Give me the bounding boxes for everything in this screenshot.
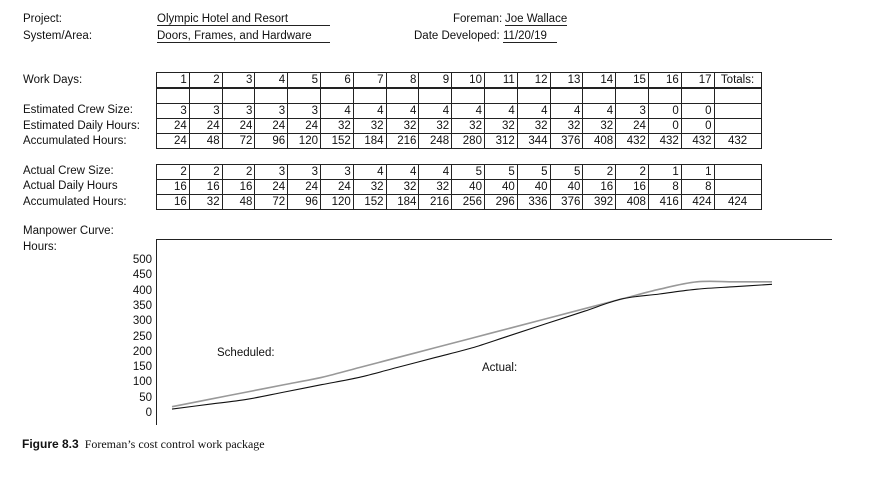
actual-series-label: Actual: <box>482 362 518 374</box>
value-cell: 3 <box>288 165 321 180</box>
blank-cell <box>419 89 452 104</box>
system-label: System/Area: <box>23 30 93 42</box>
day-cell: 1 <box>157 73 190 88</box>
blank-cell <box>157 89 190 104</box>
spacer-row <box>157 89 762 104</box>
day-cell: 5 <box>288 73 321 88</box>
day-cell: 9 <box>419 73 452 88</box>
value-cell: 24 <box>288 180 321 195</box>
y-tick-label: 250 <box>132 330 152 343</box>
value-cell: 3 <box>255 104 288 119</box>
blank-cell <box>353 89 386 104</box>
day-cell: 12 <box>517 73 550 88</box>
value-cell: 24 <box>616 119 649 134</box>
table-row <box>157 134 762 149</box>
value-cell: 4 <box>386 165 419 180</box>
table-row <box>157 180 762 195</box>
y-tick-label: 200 <box>132 345 152 358</box>
chart-ylabel: Hours: <box>23 241 57 253</box>
blank-cell <box>189 89 222 104</box>
y-tick-label: 50 <box>139 391 152 404</box>
figure-caption <box>22 437 265 452</box>
y-tick-label: 150 <box>132 361 152 374</box>
total-cell: 432 <box>714 134 761 149</box>
value-cell: 296 <box>484 195 517 210</box>
value-cell: 3 <box>189 104 222 119</box>
value-cell: 4 <box>517 104 550 119</box>
value-cell: 4 <box>419 104 452 119</box>
value-cell: 392 <box>583 195 616 210</box>
est-daily-label: Estimated Daily Hours: <box>23 120 140 132</box>
value-cell: 16 <box>222 180 255 195</box>
value-cell: 4 <box>353 165 386 180</box>
value-cell: 24 <box>157 134 190 149</box>
blank-cell <box>320 89 353 104</box>
value-cell: 120 <box>288 134 321 149</box>
value-cell: 32 <box>386 119 419 134</box>
value-cell: 96 <box>255 134 288 149</box>
value-cell: 2 <box>616 165 649 180</box>
value-cell: 40 <box>517 180 550 195</box>
table-row <box>157 104 762 119</box>
workdays-row <box>157 73 762 88</box>
day-cell: 17 <box>681 73 714 88</box>
value-cell: 16 <box>616 180 649 195</box>
value-cell: 432 <box>648 134 681 149</box>
value-cell: 16 <box>189 180 222 195</box>
foreman-value: Joe Wallace <box>505 13 568 25</box>
value-cell: 32 <box>189 195 222 210</box>
y-tick-label: 350 <box>132 299 152 312</box>
date-value: 11/20/19 <box>503 30 557 43</box>
value-cell: 72 <box>222 134 255 149</box>
day-cell: 2 <box>189 73 222 88</box>
day-cell: 8 <box>386 73 419 88</box>
value-cell: 256 <box>452 195 485 210</box>
value-cell: 0 <box>648 104 681 119</box>
value-cell: 3 <box>616 104 649 119</box>
value-cell: 32 <box>353 119 386 134</box>
value-cell: 2 <box>157 165 190 180</box>
value-cell: 24 <box>255 180 288 195</box>
act-crew-label: Actual Crew Size: <box>23 165 114 177</box>
value-cell: 48 <box>189 134 222 149</box>
value-cell: 2 <box>222 165 255 180</box>
y-tick-label: 500 <box>132 254 152 266</box>
value-cell: 3 <box>288 104 321 119</box>
totals-header: Totals: <box>714 73 761 88</box>
value-cell: 408 <box>583 134 616 149</box>
blank-cell <box>681 89 714 104</box>
value-cell: 216 <box>386 134 419 149</box>
value-cell: 5 <box>452 165 485 180</box>
value-cell: 3 <box>320 165 353 180</box>
day-cell: 15 <box>616 73 649 88</box>
value-cell: 48 <box>222 195 255 210</box>
day-cell: 10 <box>452 73 485 88</box>
value-cell: 4 <box>452 104 485 119</box>
value-cell: 32 <box>484 119 517 134</box>
value-cell: 4 <box>583 104 616 119</box>
value-cell: 24 <box>288 119 321 134</box>
value-cell: 432 <box>616 134 649 149</box>
y-tick-label: 300 <box>132 315 152 328</box>
value-cell: 32 <box>386 180 419 195</box>
total-cell <box>714 119 761 134</box>
table-row <box>157 119 762 134</box>
act-daily-label: Actual Daily Hours <box>23 180 118 192</box>
value-cell: 24 <box>320 180 353 195</box>
manpower-chart <box>156 239 832 425</box>
value-cell: 32 <box>452 119 485 134</box>
value-cell: 0 <box>681 104 714 119</box>
blank-cell <box>648 89 681 104</box>
blank-total-cell <box>714 89 761 104</box>
value-cell: 4 <box>386 104 419 119</box>
value-cell: 24 <box>255 119 288 134</box>
value-cell: 72 <box>255 195 288 210</box>
value-cell: 40 <box>452 180 485 195</box>
value-cell: 336 <box>517 195 550 210</box>
value-cell: 24 <box>157 119 190 134</box>
value-cell: 32 <box>353 180 386 195</box>
scheduled-series-line <box>172 281 772 406</box>
value-cell: 184 <box>353 134 386 149</box>
y-tick-label: 100 <box>132 376 152 389</box>
value-cell: 2 <box>189 165 222 180</box>
value-cell: 4 <box>320 104 353 119</box>
estimated-table <box>156 88 762 149</box>
act-accum-label: Accumulated Hours: <box>23 196 127 208</box>
value-cell: 32 <box>550 119 583 134</box>
blank-cell <box>452 89 485 104</box>
value-cell: 184 <box>386 195 419 210</box>
date-label: Date Developed: <box>414 30 500 42</box>
y-tick-label: 400 <box>132 284 152 297</box>
value-cell: 16 <box>583 180 616 195</box>
value-cell: 424 <box>681 195 714 210</box>
table-row <box>157 165 762 180</box>
value-cell: 416 <box>648 195 681 210</box>
value-cell: 4 <box>419 165 452 180</box>
value-cell: 16 <box>157 195 190 210</box>
day-cell: 11 <box>484 73 517 88</box>
value-cell: 1 <box>681 165 714 180</box>
blank-cell <box>550 89 583 104</box>
project-value: Olympic Hotel and Resort <box>157 13 330 26</box>
value-cell: 3 <box>157 104 190 119</box>
est-accum-label: Accumulated Hours: <box>23 135 127 147</box>
figure-caption-text: Foreman’s cost control work package <box>84 437 265 451</box>
value-cell: 344 <box>517 134 550 149</box>
y-tick-label: 450 <box>132 269 152 282</box>
day-cell: 4 <box>255 73 288 88</box>
value-cell: 312 <box>484 134 517 149</box>
project-label: Project: <box>23 13 62 25</box>
value-cell: 216 <box>419 195 452 210</box>
foreman-label: Foreman: <box>453 13 503 25</box>
value-cell: 4 <box>353 104 386 119</box>
day-cell: 7 <box>353 73 386 88</box>
value-cell: 5 <box>484 165 517 180</box>
value-cell: 432 <box>681 134 714 149</box>
figure-number: Figure 8.3 <box>22 437 79 451</box>
value-cell: 280 <box>452 134 485 149</box>
table-row <box>157 195 762 210</box>
value-cell: 32 <box>320 119 353 134</box>
est-crew-label: Estimated Crew Size: <box>23 104 133 116</box>
value-cell: 152 <box>320 134 353 149</box>
blank-cell <box>484 89 517 104</box>
total-cell <box>714 104 761 119</box>
value-cell: 3 <box>255 165 288 180</box>
blank-cell <box>583 89 616 104</box>
value-cell: 248 <box>419 134 452 149</box>
value-cell: 376 <box>550 134 583 149</box>
value-cell: 96 <box>288 195 321 210</box>
value-cell: 24 <box>189 119 222 134</box>
value-cell: 376 <box>550 195 583 210</box>
value-cell: 2 <box>583 165 616 180</box>
value-cell: 40 <box>550 180 583 195</box>
value-cell: 32 <box>517 119 550 134</box>
value-cell: 8 <box>681 180 714 195</box>
value-cell: 16 <box>157 180 190 195</box>
blank-cell <box>517 89 550 104</box>
day-cell: 13 <box>550 73 583 88</box>
value-cell: 32 <box>419 180 452 195</box>
day-cell: 6 <box>320 73 353 88</box>
value-cell: 0 <box>681 119 714 134</box>
blank-cell <box>255 89 288 104</box>
value-cell: 120 <box>320 195 353 210</box>
system-value: Doors, Frames, and Hardware <box>157 30 330 43</box>
day-cell: 16 <box>648 73 681 88</box>
value-cell: 32 <box>419 119 452 134</box>
workdays-table <box>156 72 762 88</box>
total-cell: 424 <box>714 195 761 210</box>
value-cell: 32 <box>583 119 616 134</box>
y-tick-label: 0 <box>145 407 152 419</box>
value-cell: 408 <box>616 195 649 210</box>
value-cell: 4 <box>550 104 583 119</box>
value-cell: 5 <box>550 165 583 180</box>
value-cell: 152 <box>353 195 386 210</box>
actual-table <box>156 164 762 210</box>
value-cell: 24 <box>222 119 255 134</box>
value-cell: 40 <box>484 180 517 195</box>
value-cell: 4 <box>484 104 517 119</box>
chart-title: Manpower Curve: <box>23 225 114 237</box>
total-cell <box>714 180 761 195</box>
value-cell: 0 <box>648 119 681 134</box>
day-cell: 14 <box>583 73 616 88</box>
value-cell: 5 <box>517 165 550 180</box>
blank-cell <box>288 89 321 104</box>
scheduled-series-label: Scheduled: <box>217 347 275 359</box>
total-cell <box>714 165 761 180</box>
blank-cell <box>222 89 255 104</box>
day-cell: 3 <box>222 73 255 88</box>
workdays-label: Work Days: <box>23 74 83 86</box>
blank-cell <box>616 89 649 104</box>
value-cell: 1 <box>648 165 681 180</box>
value-cell: 8 <box>648 180 681 195</box>
blank-cell <box>386 89 419 104</box>
value-cell: 3 <box>222 104 255 119</box>
